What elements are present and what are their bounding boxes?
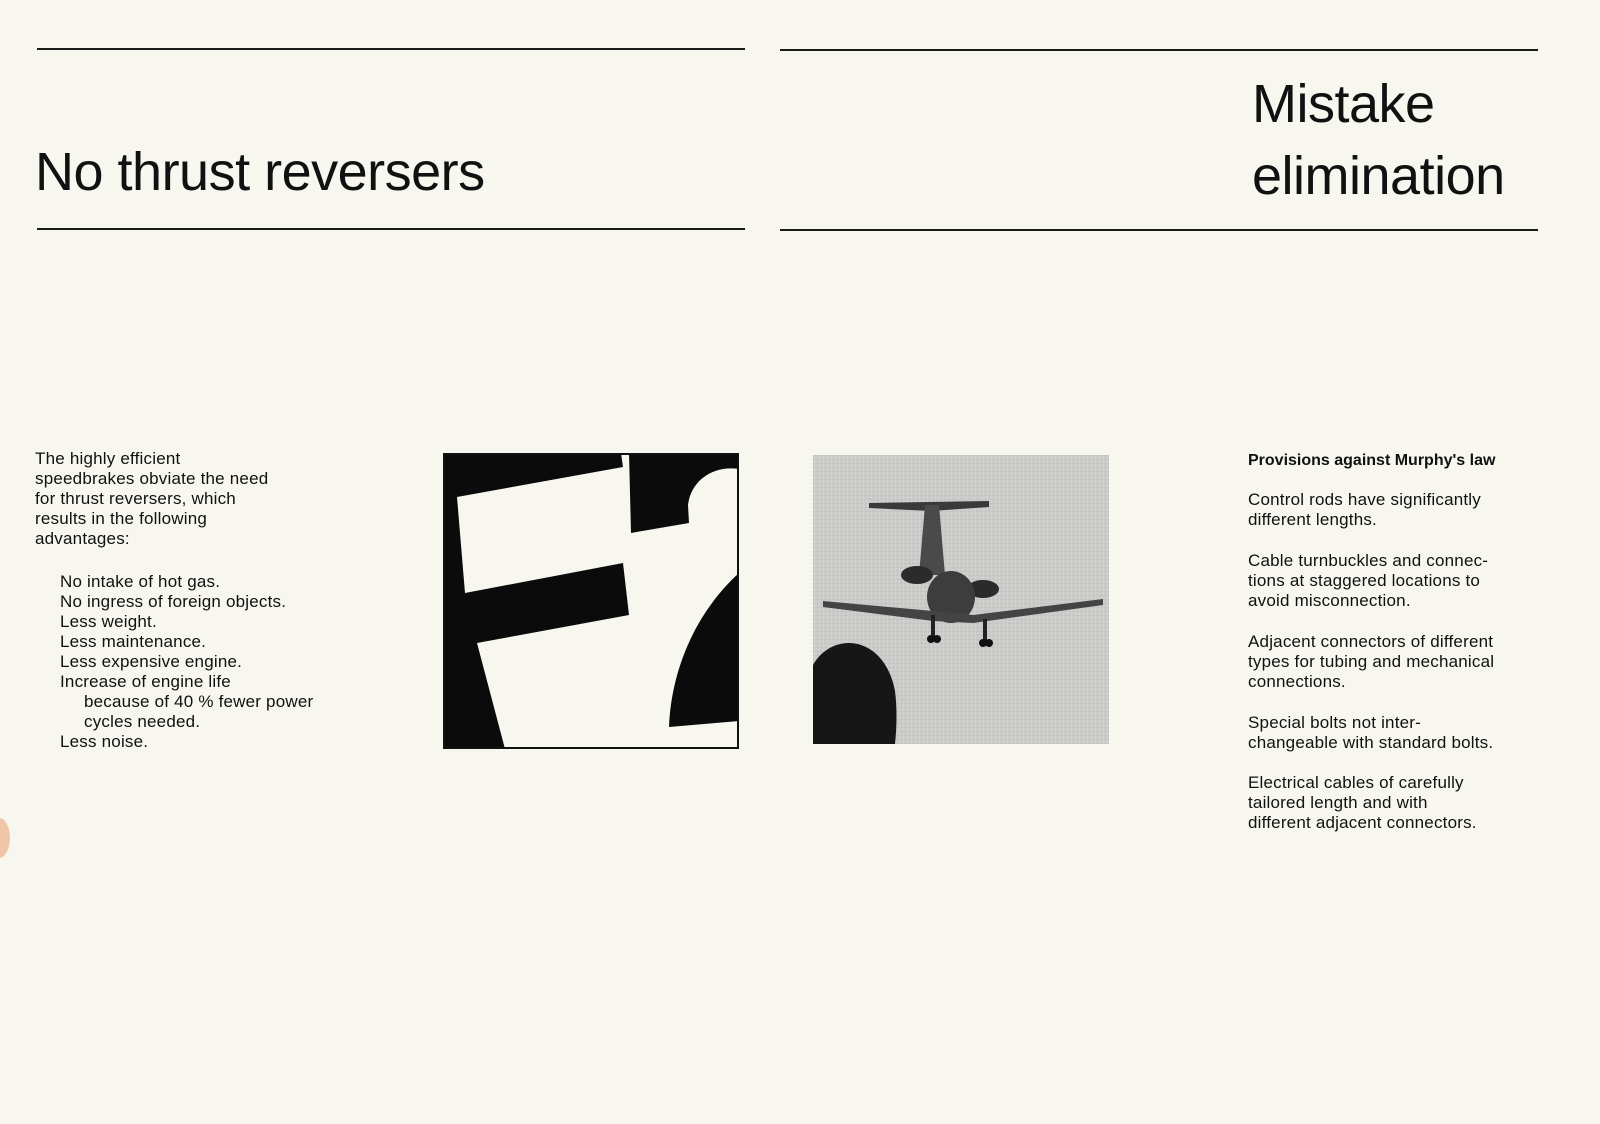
provision-line: Cable turnbuckles and connec- xyxy=(1248,551,1489,570)
advantage-item: No intake of hot gas. xyxy=(60,572,221,591)
advantage-item: Increase of engine life xyxy=(60,672,231,691)
provision-line: Adjacent connectors of different xyxy=(1248,632,1494,651)
left-bottom-rule xyxy=(37,228,745,230)
aircraft-photo-svg xyxy=(813,455,1109,744)
advantage-item: No ingress of foreign objects. xyxy=(60,592,287,611)
intro-line: results in the following xyxy=(35,509,208,528)
advantage-item: Less maintenance. xyxy=(60,632,207,651)
right-page-title xyxy=(1252,68,1505,212)
provision-line: different adjacent connectors. xyxy=(1248,813,1477,832)
aircraft-left-engine xyxy=(901,566,933,584)
paper-edge-mark xyxy=(0,818,10,858)
advantages-list xyxy=(60,572,313,752)
provision-paragraph xyxy=(1248,713,1493,753)
provision-line: Control rods have significantly xyxy=(1248,490,1481,509)
advantage-item: Less expensive engine. xyxy=(60,652,243,671)
right-top-rule xyxy=(780,49,1538,51)
left-page-title: No thrust reversers xyxy=(35,142,485,202)
advantage-item-continued: cycles needed. xyxy=(84,712,201,731)
aircraft-landing-photo xyxy=(813,455,1109,744)
provision-paragraph xyxy=(1248,490,1481,530)
aircraft-wheel xyxy=(933,635,941,643)
provision-line: tailored length and with xyxy=(1248,793,1428,812)
aircraft-right-gear xyxy=(983,619,987,641)
provisions-subheading: Provisions against Murphy's law xyxy=(1248,452,1496,469)
provision-line: different lengths. xyxy=(1248,510,1377,529)
provision-line: types for tubing and mechanical xyxy=(1248,652,1495,671)
aircraft-left-gear xyxy=(931,615,935,637)
provision-line: connections. xyxy=(1248,672,1346,691)
tail-marking-svg xyxy=(443,453,739,749)
intro-line: advantages: xyxy=(35,529,130,548)
provision-line: Electrical cables of carefully xyxy=(1248,773,1464,792)
provision-line: Special bolts not inter- xyxy=(1248,713,1421,732)
intro-paragraph xyxy=(35,449,268,549)
provision-line: avoid misconnection. xyxy=(1248,591,1411,610)
provision-paragraph xyxy=(1248,632,1494,692)
provision-line: tions at staggered locations to xyxy=(1248,571,1481,590)
advantage-item: Less noise. xyxy=(60,732,149,751)
provision-paragraph xyxy=(1248,551,1488,611)
right-title-line: Mistake xyxy=(1252,74,1435,134)
intro-line: for thrust reversers, which xyxy=(35,489,236,508)
advantage-item-continued: because of 40 % fewer power xyxy=(84,692,314,711)
left-top-rule xyxy=(37,48,745,50)
provision-paragraph xyxy=(1248,773,1477,833)
aircraft-wheel xyxy=(985,639,993,647)
intro-line: speedbrakes obviate the need xyxy=(35,469,269,488)
tail-marking-graphic xyxy=(443,453,739,749)
advantage-item: Less weight. xyxy=(60,612,157,631)
right-bottom-rule xyxy=(780,229,1538,231)
provision-line: changeable with standard bolts. xyxy=(1248,733,1494,752)
intro-line: The highly efficient xyxy=(35,449,181,468)
right-title-line: elimination xyxy=(1252,146,1505,206)
